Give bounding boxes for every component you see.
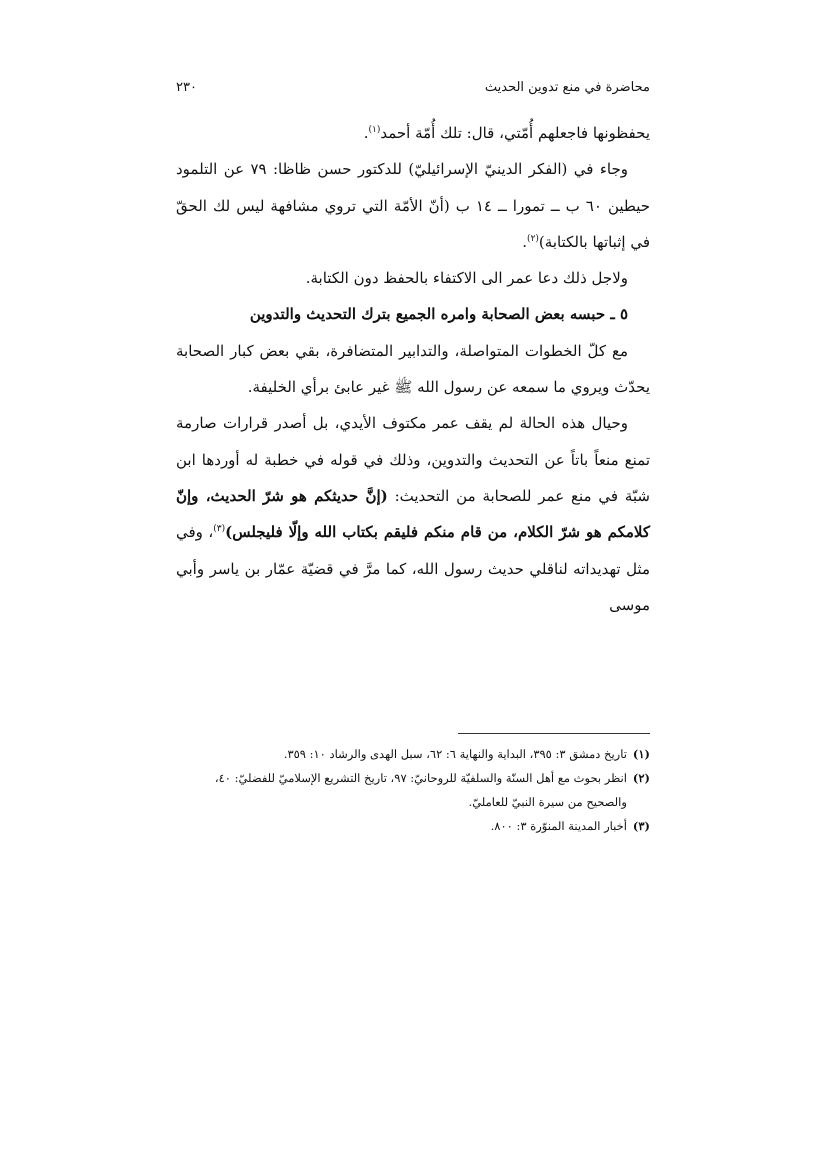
bold-quote: (إنَّ حديثكم هو شرّ الحديث، وإنّ كلامكم هو شرّ الكلام، من قام منكم فليقم بكتاب الله وإلّا فليجلس) xyxy=(176,486,650,542)
section-heading: ٥ ـ حبسه بعض الصحابة وامره الجميع بترك التحديث والتدوين xyxy=(249,305,628,324)
paragraph-text: وحيال هذه الحالة لم يقف عمر مكتوف الأيدي، بل أصدر قرارات صارمة تمنع منعاً باتاً عن التحديث والتدوين، وذلك في قوله في خطبة له أوردها ابن شبّة في منع عمر للصحابة من التحديث: xyxy=(176,414,650,505)
footnote-divider xyxy=(458,733,650,734)
running-title: محاضرة في منع تدوين الحديث xyxy=(484,80,650,95)
page-number: ٢٣٠ xyxy=(176,80,197,95)
footnote-number: (١) xyxy=(632,747,650,761)
paragraph-end: . xyxy=(522,232,528,251)
book-page xyxy=(176,0,650,1169)
paragraph xyxy=(176,115,650,151)
paragraph: مع كلّ الخطوات المتواصلة، والتدابير المتضافرة، بقي بعض كبار الصحابة يحدّث ويروي ما سمعه عن رسول الله ﷺ غير عابئ برأي الخليفة. xyxy=(176,341,650,397)
footnote-ref: (١) xyxy=(368,125,381,135)
footnote-ref: (٣) xyxy=(213,524,226,535)
footnote xyxy=(176,814,650,838)
paragraph-text: ، وفي مثل تهديداته لناقلي حديث رسول الله، كما مرَّ في قضيّة عمّار بن ياسر وأبي موسى xyxy=(176,523,650,614)
paragraph-end: . xyxy=(363,124,369,142)
footnote-number: (٣) xyxy=(632,819,650,833)
paragraph: ولاجل ذلك دعا عمر الى الاكتفاء بالحفظ دون الكتابة. xyxy=(305,269,628,288)
footnotes xyxy=(176,742,650,838)
footnote-text: تاريخ دمشق ٣: ٣٩٥، البداية والنهاية ٦: ٦٢، سبل الهدى والرشاد ١٠: ٣٥٩. xyxy=(283,747,627,761)
footnote-number: (٢) xyxy=(632,771,650,785)
paragraph xyxy=(176,151,650,260)
footnote-ref: (٢) xyxy=(527,233,539,244)
main-text xyxy=(176,115,650,623)
footnote xyxy=(176,766,650,814)
running-header xyxy=(176,80,650,104)
footnote-text: أخبار المدينة المنوّرة ٣: ٨٠٠. xyxy=(490,819,627,833)
footnote xyxy=(176,742,650,766)
paragraph-text: وجاء في (الفكر الدينيّ الإسرائيليّ) للدكتور حسن ظاظا: ٧٩ عن التلمود حيطين ٦٠ ب ــ تمورا ــ ١٤ ب (أنّ الأمّة التي تروي مشافهة ليس لك الحقّ في إثباتها بالكتابة) xyxy=(176,160,650,251)
paragraph-text: يحفظونها فاجعلهم أُمّتي، قال: تلك أُمّة أحمد xyxy=(380,124,650,142)
paragraph xyxy=(176,405,650,623)
footnote-text: انظر بحوث مع أهل السنّة والسلفيّة للروحانيّ: ٩٧، تاريخ التشريع الإسلاميّ للفضليّ: ٤٠، والصحيح من سيرة النبيّ للعامليّ. xyxy=(214,771,627,809)
